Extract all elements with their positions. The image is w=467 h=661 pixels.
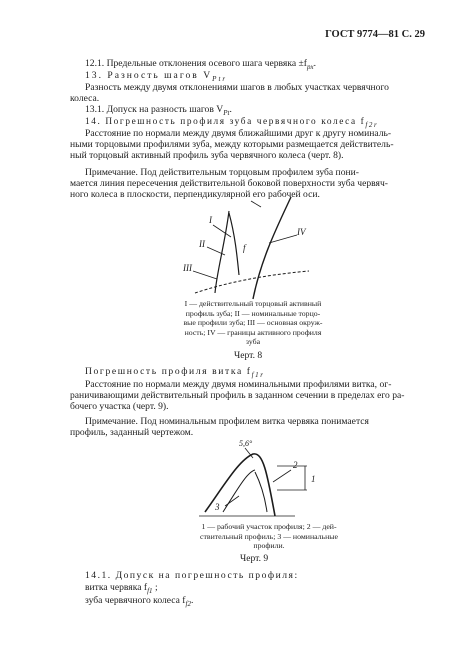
section-worm-line-3: бочего участка (черт. 9). [70, 401, 169, 412]
figure-8-drawing [165, 195, 335, 303]
fig9-label-2: 2 [293, 460, 298, 470]
note-2-line-2: профиль, заданный чертежом. [70, 427, 194, 438]
page-header: ГОСТ 9774—81 С. 29 [325, 29, 425, 40]
leader-iii [193, 271, 217, 279]
note-1-line-3: ного колеса в плоскости, перпендикулярной его рабочей оси. [70, 189, 320, 200]
leader-2 [273, 470, 291, 482]
section-14-1-title: 14.1. Допуск на погрешность профиля: [85, 570, 299, 581]
symbol-subscript: Pt [223, 108, 230, 117]
fig8-caption-line-3: вые профили зуба; III — основная окруж- [183, 318, 323, 327]
section-13-line-1: Разность между двумя отклонениями шагов в любых участках червячного [85, 82, 389, 93]
section-14-line-1: Расстояние по нормали между двумя ближайшими друг к другу номиналь- [85, 128, 392, 139]
actual-profile [255, 472, 267, 512]
section-worm-line-1: Расстояние по нормали между двумя номинальными профилями витка, ог- [85, 379, 392, 390]
figure-8-title: Черт. 8 [234, 350, 263, 361]
symbol-subscript: f2r [365, 120, 379, 129]
boundary-mark [251, 201, 261, 207]
fig9-caption-line-1: 1 — рабочий участок профиля; 2 — дей- [201, 522, 337, 531]
fig8-caption-line-4: ность; IV — границы активного профиля [184, 327, 322, 337]
note-1-line-2: мается линия пересечения действительной боковой поверхности зуба червяч- [70, 178, 388, 189]
section-13-line-2: колеса. [70, 93, 100, 104]
fig8-label-iv: IV [297, 227, 306, 237]
section-13-1-text: 13.1. Допуск на разность шагов V [85, 104, 224, 115]
fig9-label-dim: 5,6° [239, 439, 253, 448]
item-1-text: витка червяка f [85, 582, 148, 593]
fig8-label-iii: III [183, 263, 192, 273]
fig8-label-i: I [209, 215, 212, 225]
section-14-line-3: ный торцовый активный профиль зуба червячного колеса (черт. 8). [70, 150, 344, 161]
leader-i [213, 225, 231, 237]
section-13-1-tail: . [229, 104, 232, 115]
symbol-subscript: px [306, 62, 314, 71]
section-worm-title-text: Погрешность профиля витка f [85, 366, 252, 377]
section-14-1-item-2 [85, 595, 193, 610]
tooth-profile-actual [229, 213, 239, 275]
symbol-subscript: Ptr [212, 74, 228, 83]
figure-9-drawing [195, 436, 335, 524]
figure-9-title: Черт. 9 [240, 553, 269, 564]
base-circle [195, 271, 309, 293]
section-14-line-2: ными торцовыми профилями зуба, между которыми размещается действитель- [70, 139, 394, 150]
item-1-tail: ; [152, 582, 158, 593]
figure-9-caption [196, 522, 342, 551]
note-1-line-1: Примечание. Под действительным торцовым профилем зуба пони- [85, 167, 359, 178]
tooth-profile-outer [253, 197, 291, 299]
item-2-text: зуба червячного колеса f [85, 595, 186, 606]
section-14-title-text: 14. Погрешность профиля зуба червячного колеса f [85, 117, 366, 127]
symbol-subscript: f2 [185, 599, 191, 608]
fig8-caption-line-5: зуба [245, 337, 261, 346]
fig9-caption-line-3: профили. [253, 541, 285, 550]
tooth-profile-inner [215, 211, 229, 293]
fig8-label-ii: II [199, 239, 205, 249]
section-12-1-text: 12.1. Предельные отклонения осевого шага червяка ±f [85, 58, 307, 69]
item-2-tail: . [190, 595, 194, 606]
symbol-subscript: f1r [251, 370, 265, 379]
fig8-label-f: f [243, 243, 246, 253]
fig9-label-1: 1 [311, 474, 316, 484]
section-worm-line-2: раничивающими действительный профиль в заданном сечении в пределах его ра- [70, 390, 405, 401]
fig8-caption-line-1: I — действительный торцовый активный [184, 299, 322, 308]
fig9-caption-line-2: ствительный профиль; 3 — номинальные [200, 531, 338, 541]
section-12-1-tail: . [313, 58, 316, 69]
fig9-label-3: 3 [215, 502, 220, 512]
worm-thread-inner [223, 470, 255, 512]
symbol-subscript: f1 [147, 586, 153, 595]
figure-8-caption [165, 299, 341, 347]
fig8-caption-line-2: профиль зуба; II — номинальные торцо- [185, 308, 321, 318]
note-2-line-1: Примечание. Под номинальным профилем витка червяка понимается [85, 416, 369, 427]
section-13-title-text: 13. Разность шагов V [85, 70, 213, 81]
